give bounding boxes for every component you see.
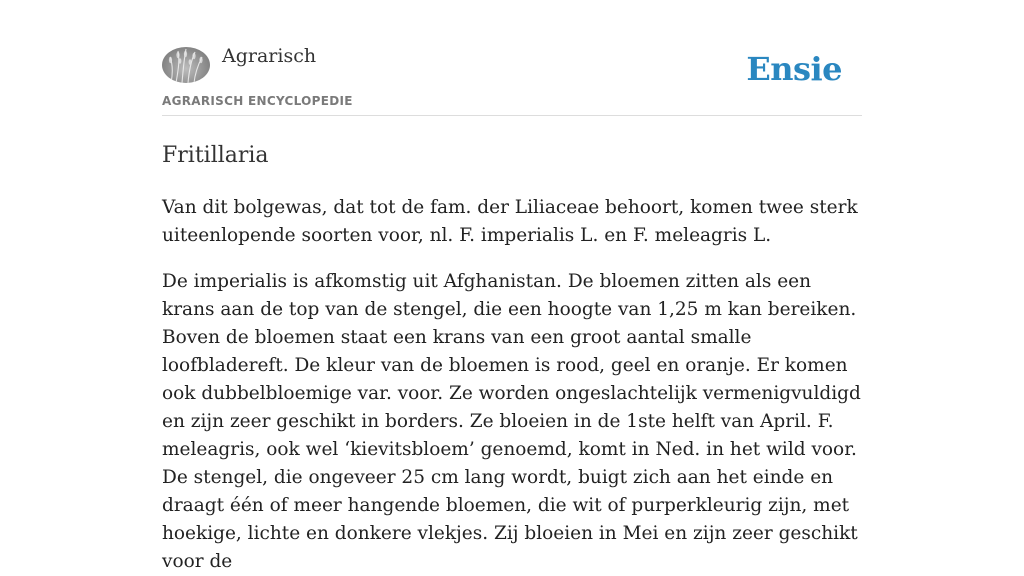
source-name[interactable]: Agrarisch bbox=[222, 45, 317, 67]
brand-logo[interactable]: Ensie bbox=[746, 50, 842, 88]
article-paragraph: Van dit bolgewas, dat tot de fam. der Liliaceae behoort, komen twee sterk uiteenlopende soorten voor, nl. F. imperialis L. en F. meleagris L. bbox=[162, 197, 858, 246]
wheat-icon[interactable] bbox=[162, 47, 210, 83]
article-title: Fritillaria bbox=[162, 143, 269, 168]
header bbox=[162, 0, 862, 116]
article-paragraph: De imperialis is afkomstig uit Afghanistan. De bloemen zitten als een krans aan de top van de stengel, die een hoogte van 1,25 m kan bereiken. Boven de bloemen staat een krans van een groot aantal smalle loofbladereft. De kleur van de bloemen is rood, geel en oranje. Er komen ook dubbelbloemige var. voor. Ze worden ongeslachtelijk vermenigvuldigd en zijn zeer geschikt in borders. Ze bloeien in de 1ste helft van April. F. meleagris, ook wel ‘kievitsbloem’ genoemd, komt in Ned. in het wild voor. De stengel, die ongeveer 25 cm lang wordt, buigt zich aan het einde en draagt één of meer hangende bloemen, die wit of purperkleurig zijn, met hoekige, lichte en donkere vlekjes. Zij bloeien in Mei en zijn zeer geschikt voor de bbox=[162, 271, 861, 572]
source-subtitle[interactable]: AGRARISCH ENCYCLOPEDIE bbox=[162, 94, 353, 108]
page bbox=[162, 0, 862, 576]
